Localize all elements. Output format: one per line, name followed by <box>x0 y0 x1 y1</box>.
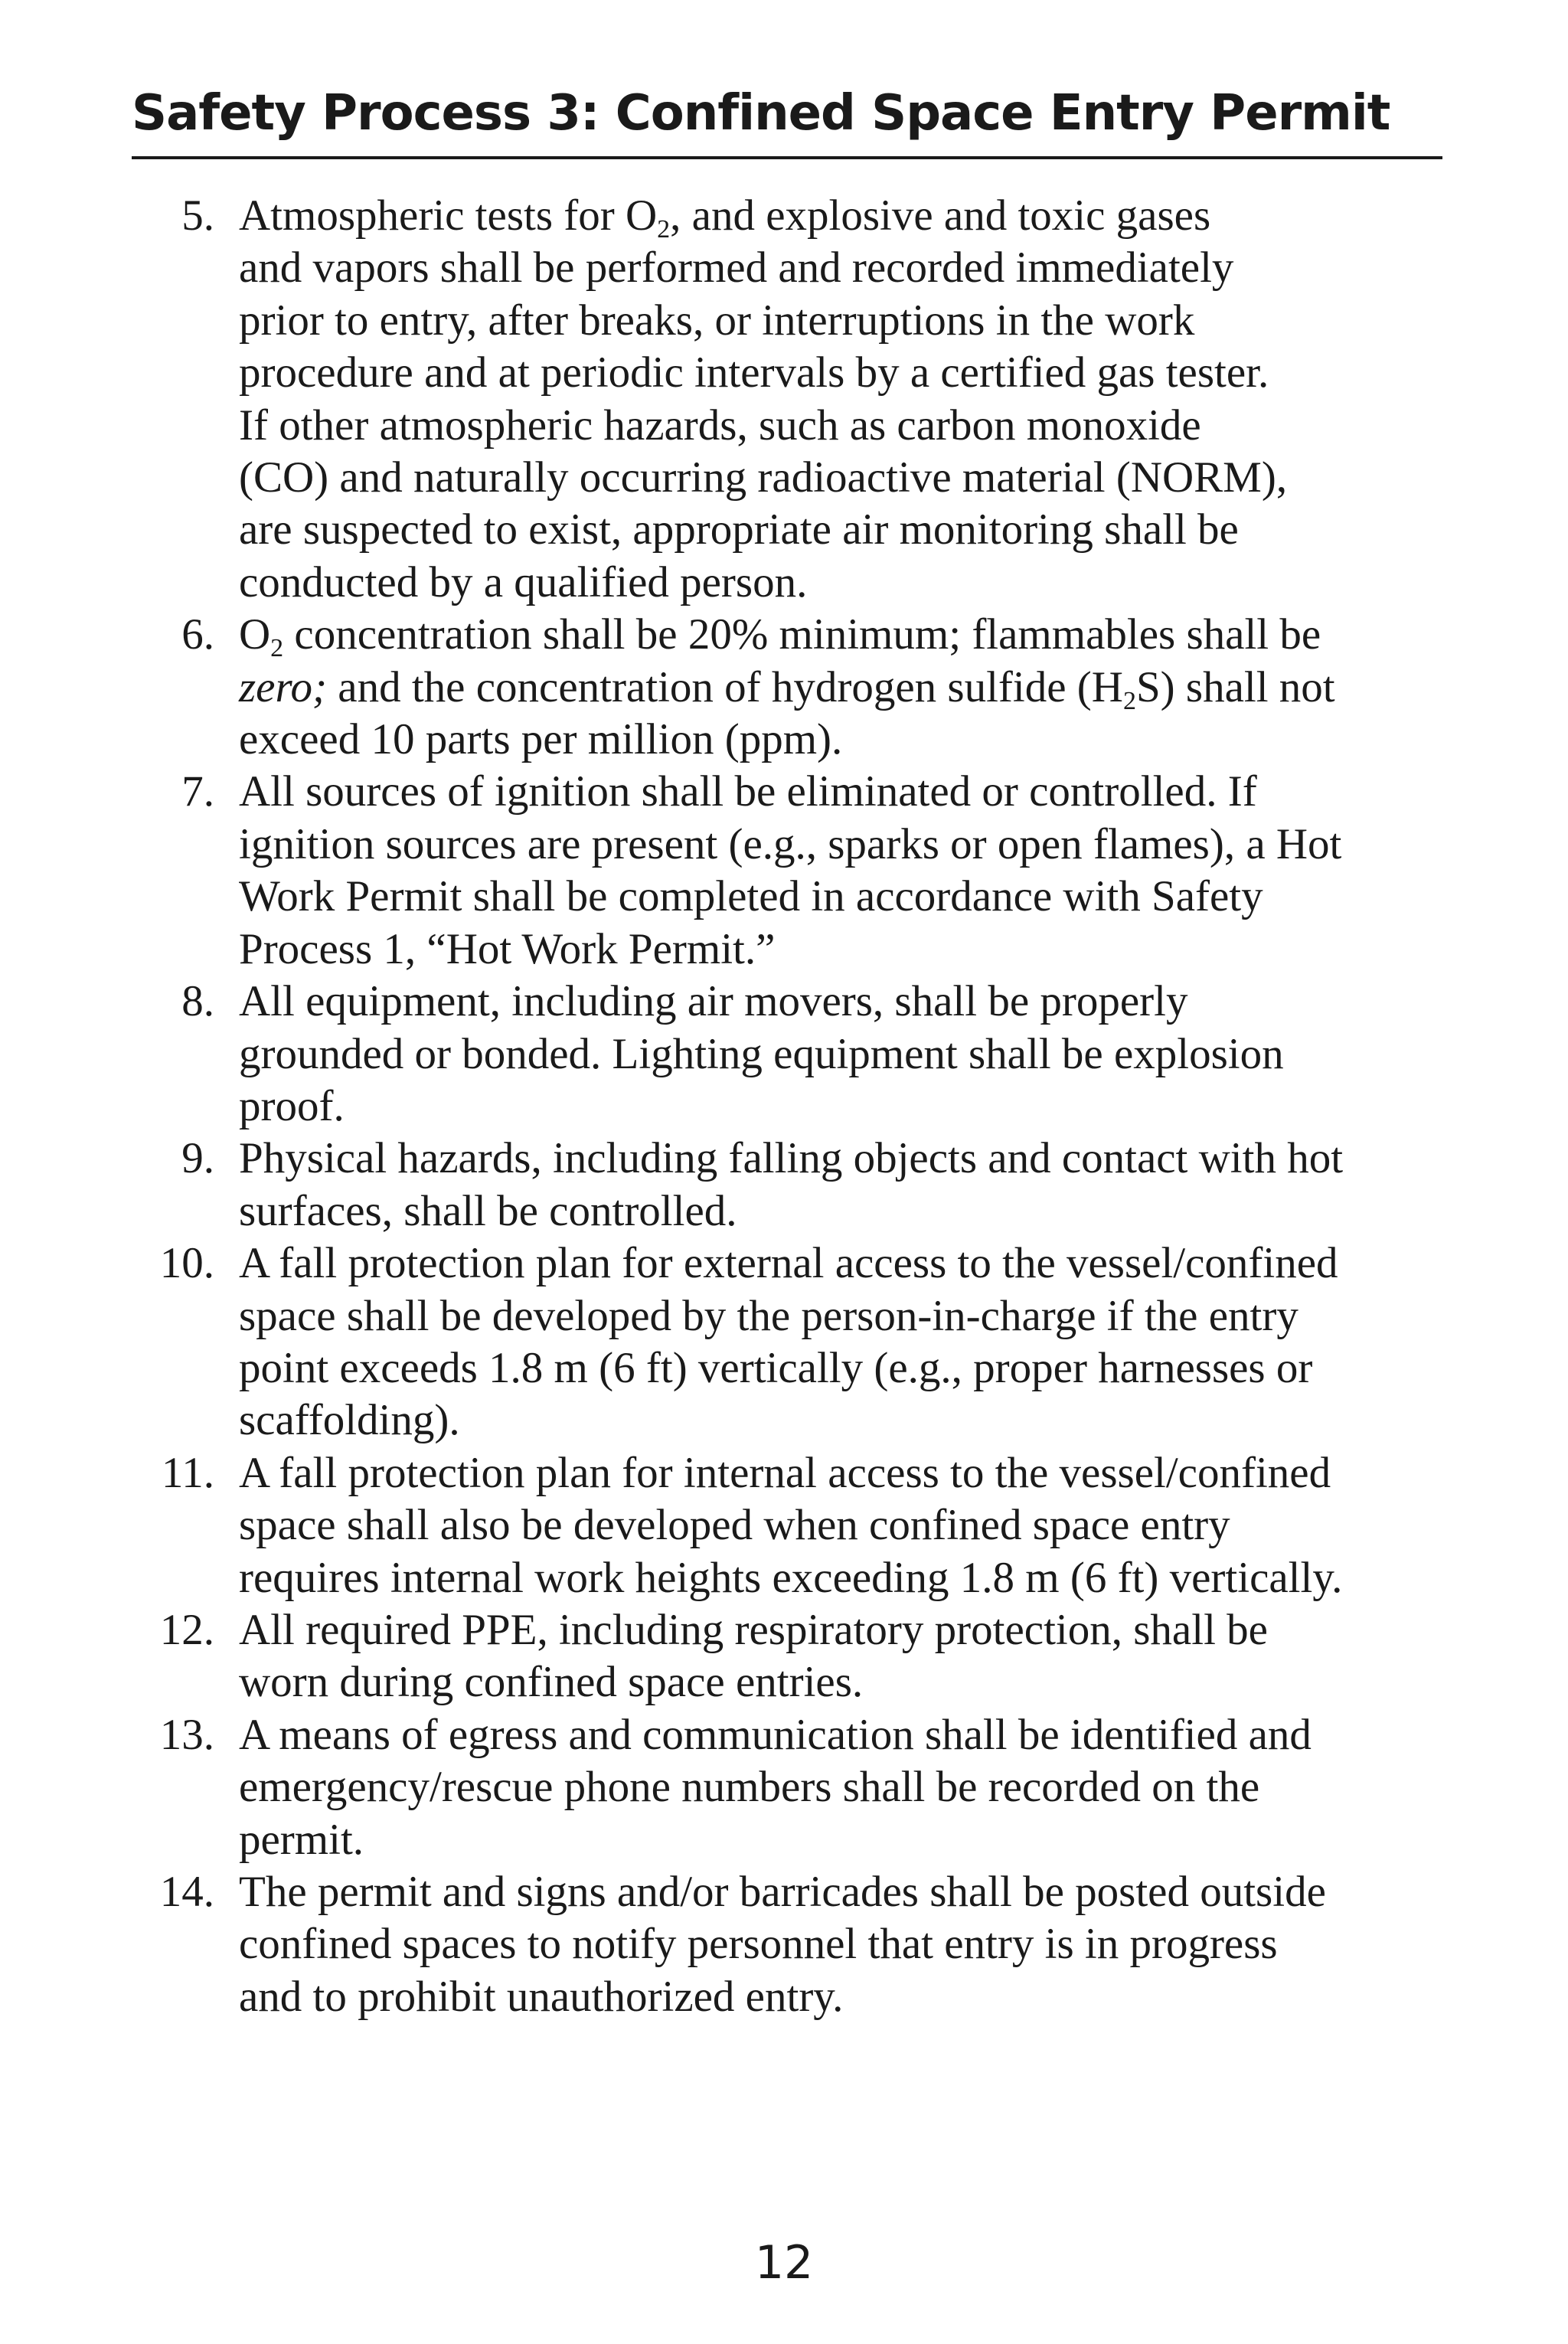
item-text-line <box>239 714 1442 766</box>
text-segment: grounded or bonded. Lighting equipment shall be explosion <box>239 1029 1284 1078</box>
text-segment: prior to entry, after breaks, or interruptions in the work <box>239 296 1195 345</box>
text-segment: surfaces, shall be controlled. <box>239 1186 737 1235</box>
list-item <box>132 609 1442 766</box>
text-segment: concentration shall be 20% minimum; flammables shall be <box>283 610 1321 659</box>
text-segment: A fall protection plan for internal access to the vessel/confined <box>239 1448 1331 1497</box>
text-segment: procedure and at periodic intervals by a certified gas tester. <box>239 348 1269 397</box>
page-number: 12 <box>754 2236 814 2290</box>
item-text-line <box>239 1394 1442 1447</box>
text-segment: are suspected to exist, appropriate air monitoring shall be <box>239 505 1239 554</box>
item-text-line <box>239 1709 1442 1761</box>
item-text-line <box>239 1290 1442 1342</box>
item-text-line <box>239 504 1442 556</box>
list-item <box>132 766 1442 976</box>
subscript: 2 <box>270 634 284 663</box>
item-text-line <box>239 347 1442 399</box>
text-segment: O <box>239 610 271 659</box>
text-segment: space shall be developed by the person-in-charge if the entry <box>239 1291 1298 1340</box>
subscript: 2 <box>1122 686 1136 715</box>
item-number: 10. <box>159 1239 214 1288</box>
item-text-line <box>239 1028 1442 1080</box>
text-segment: emergency/rescue phone numbers shall be recorded on the <box>239 1763 1260 1812</box>
text-segment: A means of egress and communication shall be identified and <box>239 1710 1312 1759</box>
text-segment: ignition sources are present (e.g., sparks or open flames), a Hot <box>239 819 1342 868</box>
text-segment: All equipment, including air movers, shall be properly <box>239 977 1188 1026</box>
item-text-line <box>239 1604 1442 1656</box>
item-text-line <box>239 766 1442 818</box>
item-number: 7. <box>181 767 214 816</box>
item-text-line <box>239 924 1442 976</box>
list-item <box>132 1133 1442 1237</box>
text-segment: The permit and signs and/or barricades shall be posted outside <box>239 1868 1326 1916</box>
item-text-line <box>239 819 1442 871</box>
text-segment: (CO) and naturally occurring radioactive material (NORM), <box>239 453 1288 502</box>
list-item <box>132 1866 1442 2023</box>
item-text-line <box>239 1814 1442 1866</box>
item-text-line <box>239 1133 1442 1185</box>
item-text-line <box>239 1971 1442 2023</box>
text-segment: If other atmospheric hazards, such as carbon monoxide <box>239 400 1201 450</box>
list-item <box>132 1604 1442 1709</box>
text-segment: space shall also be developed when confined space entry <box>239 1501 1230 1550</box>
page-title: Safety Process 3: Confined Space Entry Permit <box>132 85 1390 142</box>
item-text-line <box>239 1080 1442 1133</box>
text-segment: All sources of ignition shall be eliminated or controlled. If <box>239 767 1257 816</box>
text-segment: A fall protection plan for external access to the vessel/confined <box>239 1239 1338 1288</box>
text-segment: conducted by a qualified person. <box>239 557 808 606</box>
item-text-line <box>239 662 1442 714</box>
text-segment: permit. <box>239 1815 364 1864</box>
text-segment: proof. <box>239 1081 345 1130</box>
text-segment: point exceeds 1.8 m (6 ft) vertically (e.g., proper harnesses or <box>239 1343 1313 1392</box>
item-text-line <box>239 1342 1442 1394</box>
text-segment: and vapors shall be performed and recorded immediately <box>239 244 1234 293</box>
item-text-line <box>239 1499 1442 1551</box>
item-number: 11. <box>161 1448 214 1497</box>
item-number: 12. <box>159 1605 214 1654</box>
item-text-line <box>239 871 1442 923</box>
list-item <box>132 1709 1442 1866</box>
item-text-line <box>239 1552 1442 1604</box>
item-text-line <box>239 400 1442 452</box>
item-number: 13. <box>159 1710 214 1759</box>
item-text-line <box>239 1237 1442 1290</box>
text-segment: and the concentration of hydrogen sulfide (H <box>327 662 1123 711</box>
text-segment: Work Permit shall be completed in accordance with Safety <box>239 872 1263 921</box>
text-segment: , and explosive and toxic gases <box>670 191 1211 240</box>
page-header <box>132 81 1442 159</box>
item-number: 14. <box>159 1868 214 1916</box>
emphasis-text: zero; <box>239 662 328 711</box>
list-item <box>132 190 1442 609</box>
list-item <box>132 1237 1442 1447</box>
text-segment: confined spaces to notify personnel that entry is in progress <box>239 1920 1278 1969</box>
text-segment: scaffolding). <box>239 1396 460 1445</box>
item-text-line <box>239 295 1442 347</box>
list-item <box>132 1447 1442 1604</box>
item-number: 5. <box>181 191 214 240</box>
item-text-line <box>239 190 1442 242</box>
item-text-line <box>239 452 1442 504</box>
text-segment: All required PPE, including respiratory protection, shall be <box>239 1605 1268 1654</box>
item-number: 9. <box>181 1134 214 1183</box>
requirements-list <box>132 190 1442 2023</box>
item-text-line <box>239 1656 1442 1708</box>
list-item <box>132 976 1442 1133</box>
item-text-line <box>239 609 1442 661</box>
item-text-line <box>239 1866 1442 1918</box>
text-segment: requires internal work heights exceeding 1.8 m (6 ft) vertically. <box>239 1553 1343 1602</box>
item-number: 8. <box>181 977 214 1026</box>
text-segment: Process 1, “Hot Work Permit.” <box>239 924 776 973</box>
subscript: 2 <box>657 215 671 244</box>
text-segment: Physical hazards, including falling objects and contact with hot <box>239 1134 1344 1183</box>
item-text-line <box>239 1447 1442 1499</box>
item-number: 6. <box>181 610 214 659</box>
text-segment: S) shall not <box>1135 662 1335 711</box>
text-segment: Atmospheric tests for O <box>239 191 658 240</box>
item-text-line <box>239 976 1442 1028</box>
item-text-line <box>239 242 1442 294</box>
item-text-line <box>239 557 1442 609</box>
text-segment: exceed 10 parts per million (ppm). <box>239 715 843 764</box>
text-segment: and to prohibit unauthorized entry. <box>239 1972 844 2021</box>
item-text-line <box>239 1185 1442 1237</box>
item-text-line <box>239 1761 1442 1813</box>
item-text-line <box>239 1918 1442 1970</box>
text-segment: worn during confined space entries. <box>239 1658 864 1707</box>
